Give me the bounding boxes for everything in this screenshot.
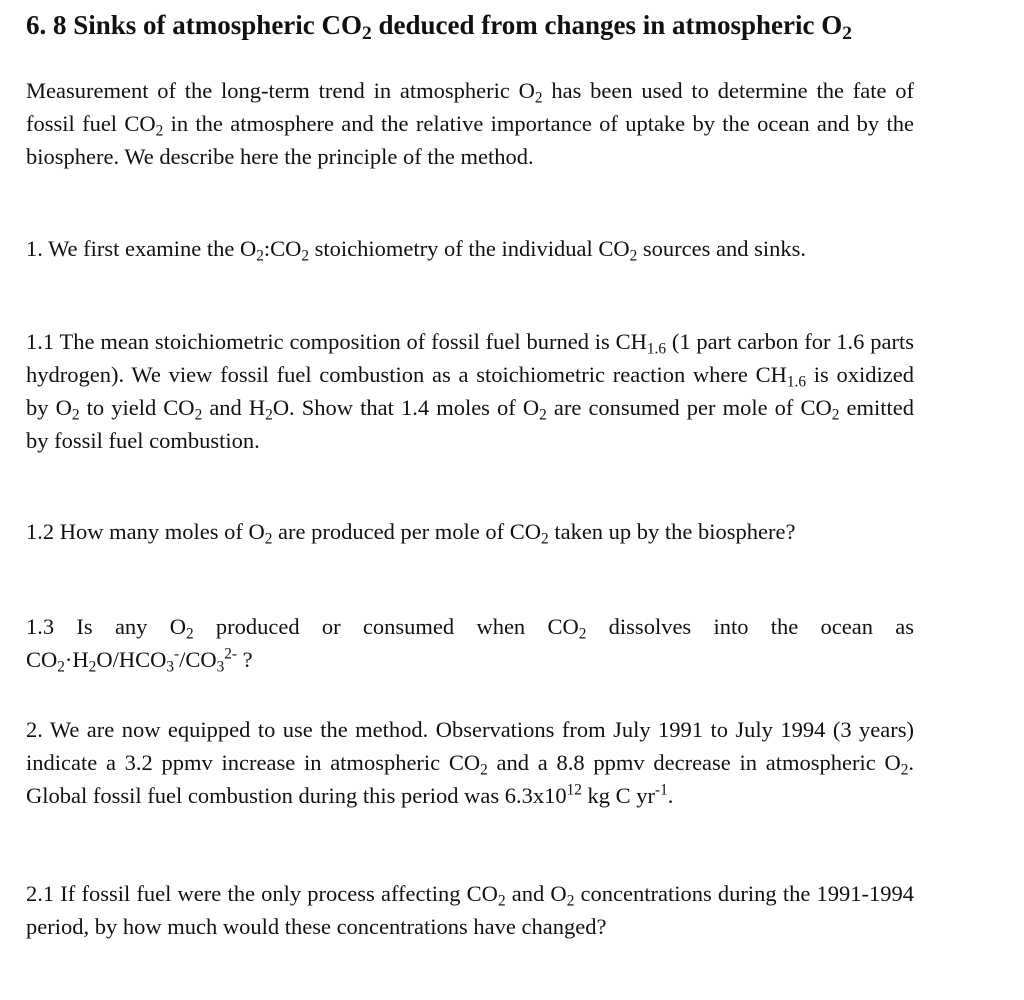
question-2: 2. We are now equipped to use the method. Observations from July 1991 to July 1994 (3 years) indicate a 3.2 ppmv increase in atmospheric $CO_2$ and a 8.8 ppmv decrease in atmospheric $O_2$. Global fossil fuel combustion during this period was $6.3x10^{12}$ kg C $yr^{-1}$. [26, 717, 914, 808]
question-1-2: 1.2 How many moles of $O_2$ are produced per mole of $CO_2$ taken up by the biosphere? [26, 519, 796, 548]
section-heading [26, 5, 1006, 45]
section-title: Sinks of atmospheric $CO_2$ deduced from changes in atmospheric $O_2$ [73, 10, 852, 45]
section-number: 6. 8 [26, 10, 67, 40]
intro-paragraph: Measurement of the long-term trend in atmospheric $O_2$ has been used to determine the fate of fossil fuel $CO_2$ in the atmosphere and the relative importance of uptake by the ocean and by the biosphere. We describe here the principle of the method. [26, 78, 914, 169]
question-1-1: 1.1 The mean stoichiometric composition of fossil fuel burned is $CH_{1.6}$ (1 part carbon for 1.6 parts hydrogen). We view fossil fuel combustion as a stoichiometric reaction where $CH_{1.6}$ is oxidized by $O_2$ to yield $CO_2$ and $H_2O$. Show that 1.4 moles of $O_2$ are consumed per mole of $CO_2$ emitted by fossil fuel combustion. [26, 329, 915, 453]
question-2-1: 2.1 If fossil fuel were the only process affecting $CO_2$ and $O_2$ concentrations during the 1991-1994 period, by how much would these concentrations have changed? [26, 881, 914, 939]
question-1-3: 1.3 Is any $O_2$ produced or consumed when $CO_2$ dissolves into the ocean as $CO_2\cdot H_2O/HCO_3^-/CO_3^{2-}$ ? [26, 614, 915, 676]
question-1: 1. We first examine the $O_2:CO_2$ stoichiometry of the individual $CO_2$ sources and sinks. [26, 236, 807, 265]
